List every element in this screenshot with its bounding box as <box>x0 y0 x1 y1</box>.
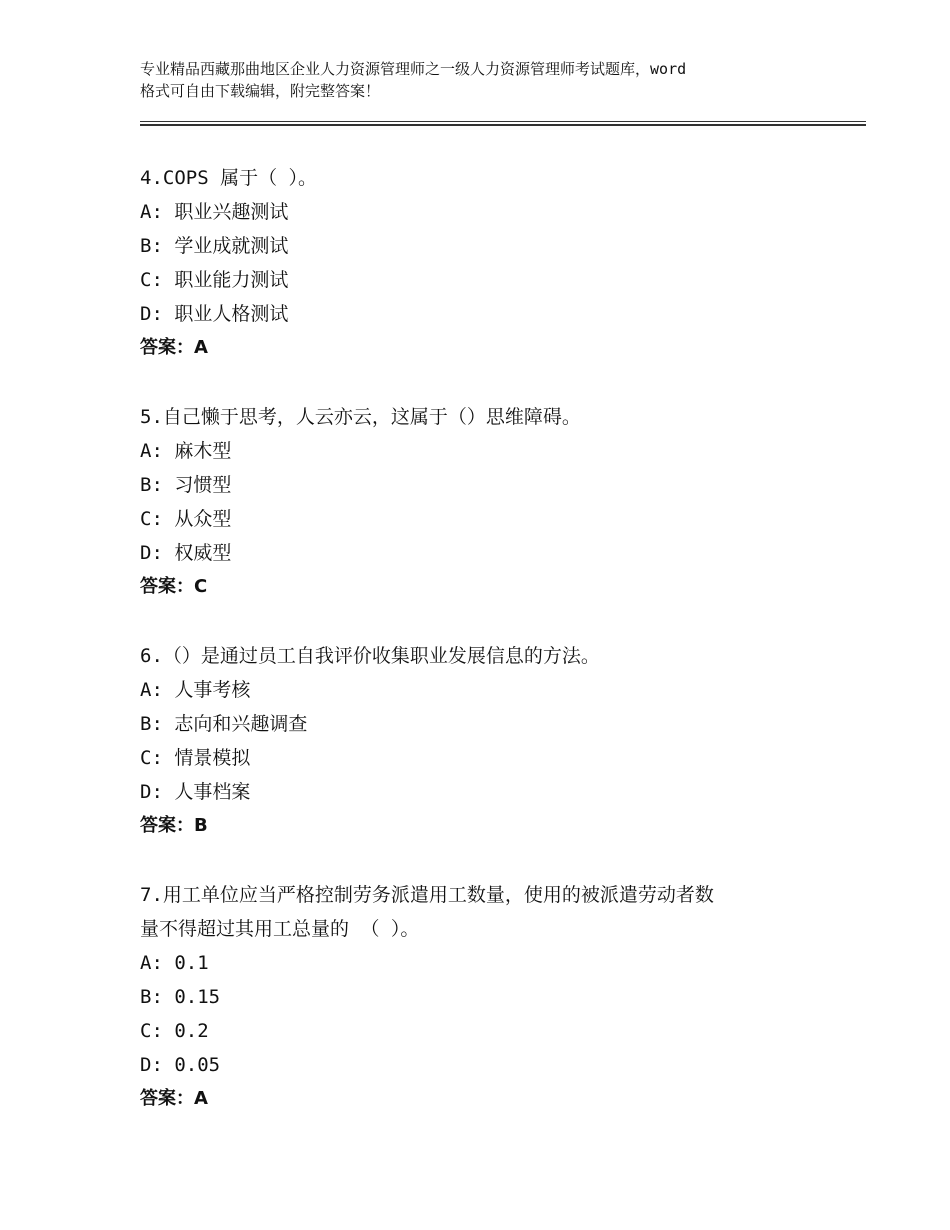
question-spacer <box>140 604 840 639</box>
option-b: B: 志向和兴趣调查 <box>140 713 308 735</box>
question-7 <box>140 878 840 1116</box>
answer-label: 答案：B <box>140 815 208 836</box>
option-b: B: 习惯型 <box>140 474 232 496</box>
question-4 <box>140 161 840 365</box>
header-line-2: 格式可自由下载编辑，附完整答案！ <box>140 82 381 100</box>
option-c: C: 0.2 <box>140 1020 209 1042</box>
header-line-1: 专业精品西藏那曲地区企业人力资源管理师之一级人力资源管理师考试题库，word <box>140 60 687 78</box>
option-d: D: 人事档案 <box>140 781 251 803</box>
answer-label: 答案：A <box>140 337 208 358</box>
question-spacer <box>140 843 840 878</box>
question-title: 5.自己懒于思考，人云亦云，这属于（）思维障碍。 <box>140 406 581 428</box>
option-c: C: 情景模拟 <box>140 747 251 769</box>
option-d: D: 权威型 <box>140 542 232 564</box>
option-b: B: 学业成就测试 <box>140 235 289 257</box>
option-d: D: 0.05 <box>140 1054 221 1076</box>
option-c: C: 从众型 <box>140 508 232 530</box>
question-list <box>140 161 840 1116</box>
option-a: A: 麻木型 <box>140 440 232 462</box>
question-title-line-1: 7.用工单位应当严格控制劳务派遣用工数量，使用的被派遣劳动者数 <box>140 884 714 906</box>
answer-label: 答案：A <box>140 1088 208 1109</box>
question-title: 6.（）是通过员工自我评价收集职业发展信息的方法。 <box>140 645 600 667</box>
question-title-line-2: 量不得超过其用工总量的 （ ）。 <box>140 918 420 940</box>
option-d: D: 职业人格测试 <box>140 303 289 325</box>
question-6 <box>140 639 840 843</box>
question-spacer <box>140 365 840 400</box>
option-b: B: 0.15 <box>140 986 221 1008</box>
header-divider <box>140 121 866 122</box>
question-5 <box>140 400 840 604</box>
document-header <box>140 58 840 102</box>
option-c: C: 职业能力测试 <box>140 269 289 291</box>
option-a: A: 人事考核 <box>140 679 251 701</box>
option-a: A: 0.1 <box>140 952 209 974</box>
question-title: 4.COPS 属于（ ）。 <box>140 167 318 189</box>
answer-label: 答案：C <box>140 576 208 597</box>
option-a: A: 职业兴趣测试 <box>140 201 289 223</box>
header-divider-thick <box>140 124 866 126</box>
